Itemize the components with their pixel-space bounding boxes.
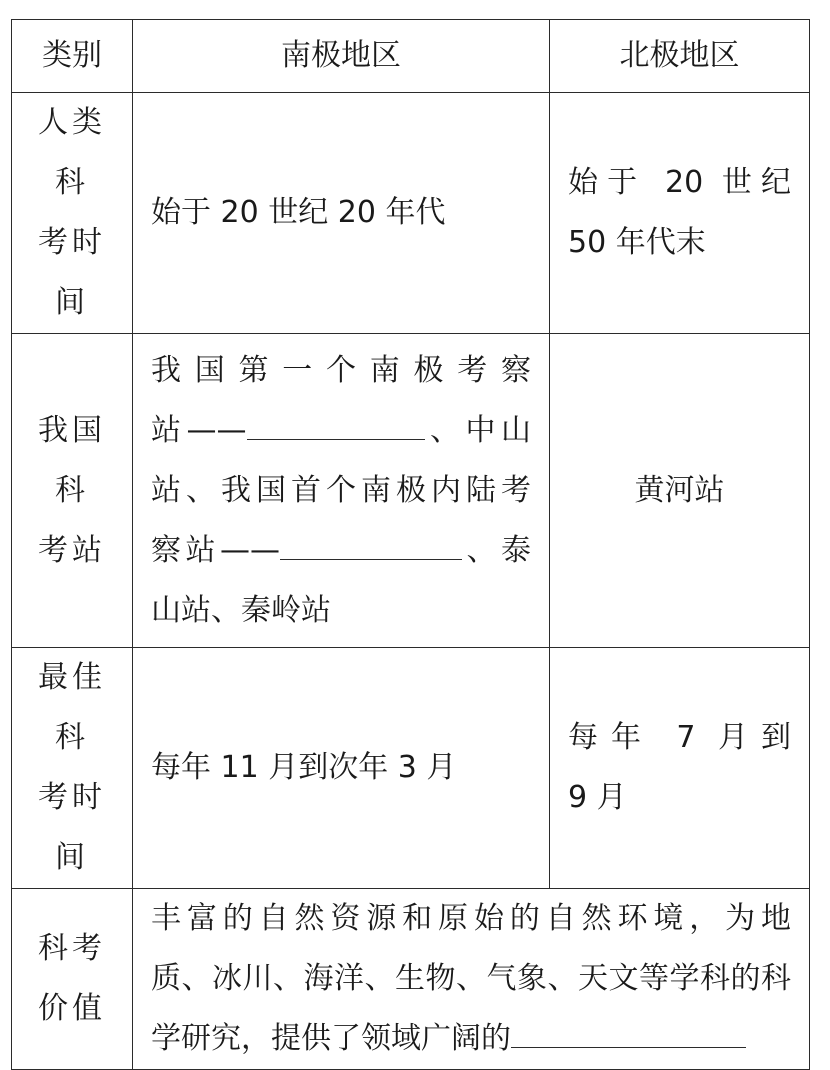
row2-antarctic-line2 [151, 401, 531, 461]
header-arctic: 北极地区 [550, 20, 810, 93]
row-best-time [12, 648, 810, 889]
row4-category-line1: 科考 [38, 931, 106, 966]
row4-value-line2: 质、冰川、海洋、生物、气象、天文等学科的科 [151, 961, 791, 996]
polar-comparison-table [11, 19, 810, 1070]
row1-category [12, 93, 133, 334]
row2-category-line2: 考站 [38, 532, 106, 568]
row2-category-line1: 我国科 [38, 412, 106, 508]
row3-category-line1: 最佳科 [38, 660, 106, 755]
row2-antarctic [133, 334, 550, 648]
row2-antarctic-line1: 我国第一个南极考察 [151, 352, 531, 388]
row2-line2-suffix: 、中山 [424, 412, 531, 448]
row3-arctic-line1: 每年 7 月到 [568, 720, 791, 755]
row1-arctic-line1: 始于 20 世纪 [568, 165, 791, 200]
row1-antarctic [133, 93, 550, 334]
answer-blank-first-station[interactable] [247, 403, 425, 440]
row2-line4-suffix: 、泰 [462, 532, 531, 568]
row1-category-line2: 考时间 [38, 225, 106, 320]
row4-value-line1: 丰富的自然资源和原始的自然环境，为地 [151, 901, 791, 936]
header-antarctic: 南极地区 [133, 20, 550, 93]
answer-blank-research-value[interactable] [511, 1011, 746, 1048]
row2-antarctic-line3: 站、我国首个南极内陆考 [151, 472, 531, 508]
row2-category [12, 334, 133, 648]
row1-arctic-line2: 50 年代末 [568, 225, 706, 260]
row3-arctic-line2: 9 月 [568, 780, 627, 815]
row3-antarctic-text: 每年 11 月到次年 3 月 [151, 750, 457, 785]
row2-antarctic-line4 [151, 521, 531, 581]
row4-line3-text: 学研究，提供了领域广阔的 [151, 1021, 511, 1056]
row3-category [12, 648, 133, 889]
row2-line2-prefix: 站—— [151, 412, 247, 448]
row1-arctic [550, 93, 810, 334]
row2-arctic-text: 黄河站 [634, 472, 725, 508]
header-row [12, 20, 810, 93]
row1-category-line1: 人类科 [38, 105, 106, 200]
row4-value [133, 889, 810, 1070]
row4-category-line2: 价值 [38, 991, 106, 1026]
row-research-value [12, 889, 810, 1070]
header-category: 类别 [12, 20, 133, 93]
row-research-start-time [12, 93, 810, 334]
row2-line4-prefix: 察站—— [151, 532, 280, 568]
row3-antarctic [133, 648, 550, 889]
row1-antarctic-text: 始于 20 世纪 20 年代 [151, 195, 446, 230]
row4-value-line3 [151, 1009, 791, 1069]
row2-arctic [550, 334, 810, 648]
row3-arctic [550, 648, 810, 889]
row-chinese-stations [12, 334, 810, 648]
answer-blank-inland-station[interactable] [280, 523, 462, 560]
row3-category-line2: 考时间 [38, 780, 106, 875]
row2-antarctic-line5: 山站、秦岭站 [151, 592, 331, 628]
row4-category [12, 889, 133, 1070]
